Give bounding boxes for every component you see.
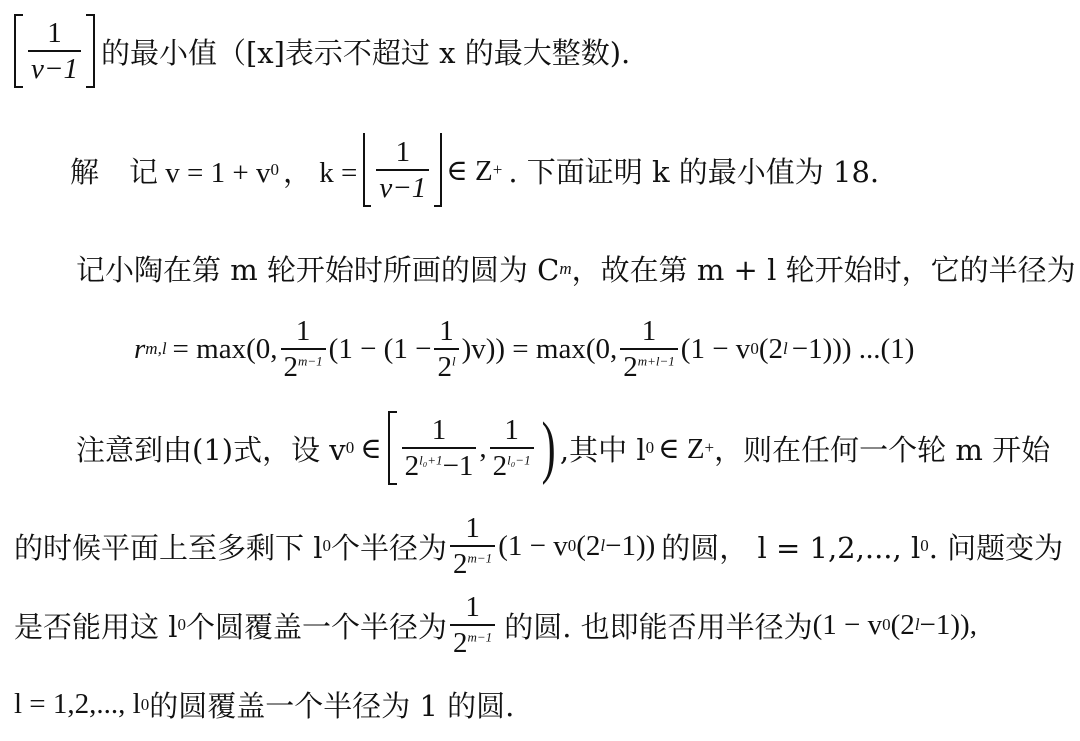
fraction-bar bbox=[450, 624, 495, 626]
fraction-denominator: v−1 bbox=[31, 53, 78, 85]
fraction-denominator bbox=[620, 352, 678, 382]
fraction-denominator bbox=[281, 352, 326, 382]
base-2: 2 bbox=[453, 548, 468, 581]
subscript-0: 0 bbox=[567, 536, 577, 556]
fraction-1-over-2-l bbox=[434, 316, 458, 383]
interval-left-bracket bbox=[388, 411, 397, 485]
line-2-k-eq: ， k = bbox=[282, 156, 358, 189]
line-6 bbox=[14, 513, 1063, 580]
exponent: l₀+1 bbox=[419, 452, 443, 468]
fraction-denominator bbox=[402, 451, 477, 481]
radius-expression-3: −1)) bbox=[605, 529, 656, 562]
ceil-right-bracket bbox=[86, 14, 95, 88]
formula-mid-1: (1 − (1 − bbox=[328, 332, 432, 365]
subscript-0: 0 bbox=[177, 615, 186, 635]
subscript-m: m bbox=[559, 258, 572, 278]
line-7-pre: 是否能用这 l bbox=[14, 609, 178, 644]
subscript-0: 0 bbox=[270, 160, 279, 179]
line-3 bbox=[76, 248, 1076, 289]
subscript-0: 0 bbox=[322, 536, 331, 556]
fraction-bar bbox=[450, 545, 495, 547]
interval-right-paren: ) bbox=[541, 409, 556, 486]
fraction-1-over-2-m-l-1 bbox=[620, 316, 678, 383]
base-2: 2 bbox=[453, 627, 468, 660]
formula-mid-3b: (2 bbox=[758, 332, 783, 365]
radius-subscript: m,l bbox=[145, 339, 167, 359]
line-1-text: 的最小值（[x]表示不超过 x 的最大整数). bbox=[100, 35, 631, 70]
formula-mid-2: )v)) = max(0, bbox=[461, 332, 618, 365]
fraction-numerator: 1 bbox=[465, 512, 480, 544]
interval-comma: , bbox=[479, 431, 487, 464]
radius-expression: (1 − v bbox=[498, 529, 568, 562]
base-2: 2 bbox=[623, 351, 638, 384]
line-2 bbox=[70, 133, 879, 207]
formula-tail: −1))) ...(1) bbox=[791, 332, 915, 365]
base-2: 2 bbox=[283, 351, 298, 384]
radius-expression-2: (2 bbox=[890, 608, 915, 641]
fraction-numerator: 1 bbox=[504, 413, 519, 446]
base-2: 2 bbox=[492, 450, 508, 482]
line-5-in-z: ∈ Z bbox=[658, 432, 705, 465]
radius-expression-3: −1)), bbox=[919, 608, 977, 641]
fraction-1-over-2-m-1 bbox=[450, 592, 495, 659]
floor-right-bracket bbox=[434, 133, 442, 207]
fraction-numerator: 1 bbox=[395, 135, 411, 168]
exponent-l: l bbox=[600, 536, 606, 556]
line-8 bbox=[14, 684, 514, 725]
fraction-1-over-v-minus-1 bbox=[28, 18, 81, 85]
base-2: 2 bbox=[404, 450, 420, 482]
superscript-plus: + bbox=[704, 438, 715, 457]
fraction-1-over-2-m-1 bbox=[450, 513, 495, 580]
line-5-pre: 注意到由(1)式，设 v bbox=[76, 432, 346, 467]
fraction-bar bbox=[490, 447, 534, 449]
subscript-0: 0 bbox=[750, 339, 759, 359]
line-3-text: 记小陶在第 m 轮开始时所画的圆为 C bbox=[76, 253, 560, 287]
exponent: l₀−1 bbox=[507, 452, 531, 468]
line-5-tail: ，则在任何一个轮 m 开始 bbox=[714, 432, 1051, 467]
fraction-bar bbox=[28, 50, 81, 52]
floor-left-bracket bbox=[363, 133, 371, 207]
superscript-plus: + bbox=[492, 160, 503, 179]
exponent: m−1 bbox=[467, 629, 493, 645]
subscript-0: 0 bbox=[882, 615, 891, 635]
exponent: l bbox=[451, 353, 456, 369]
fraction-k bbox=[376, 137, 429, 204]
fraction-denominator: v−1 bbox=[379, 172, 427, 204]
fraction-numerator: 1 bbox=[641, 315, 657, 347]
fraction-denominator bbox=[490, 451, 534, 481]
line-6-pre: 的时候平面上至多剩下 l bbox=[14, 530, 323, 565]
fraction-bar bbox=[281, 348, 326, 350]
fraction-bar bbox=[376, 169, 429, 171]
fraction-bar bbox=[434, 348, 458, 350]
base-2: 2 bbox=[437, 351, 452, 384]
radius-symbol: r bbox=[134, 332, 146, 365]
line-7-mid: 个圆覆盖一个半径为 bbox=[186, 609, 448, 644]
line-8-tail: 的圆覆盖一个半径为 1 的圆. bbox=[149, 689, 515, 723]
fraction-1-over-2-m-1 bbox=[281, 316, 326, 383]
fraction-numerator: 1 bbox=[47, 16, 62, 49]
subscript-0: 0 bbox=[645, 438, 655, 457]
formula-mid-3: (1 − v bbox=[680, 332, 751, 365]
fraction-bar bbox=[620, 348, 678, 350]
exponent: m−1 bbox=[298, 353, 323, 369]
exponent-l: l bbox=[782, 339, 788, 359]
fraction-interval-upper bbox=[490, 415, 534, 482]
line-2-in-z: ∈ Z bbox=[446, 154, 493, 187]
line-7-tail: 的圆. 也即能否用半径为 bbox=[504, 609, 813, 644]
exponent: m+l−1 bbox=[637, 353, 675, 369]
subscript-0: 0 bbox=[920, 536, 929, 556]
fraction-numerator: 1 bbox=[465, 591, 480, 623]
line-3-text-2: ，故在第 m + l 轮开始时，它的半径为 bbox=[571, 253, 1076, 287]
line-5-post: ,其中 l bbox=[559, 432, 646, 467]
fraction-denominator bbox=[450, 628, 495, 658]
fraction-bar bbox=[402, 447, 477, 449]
fraction-denominator bbox=[434, 352, 458, 382]
minus-one: −1 bbox=[442, 450, 474, 482]
line-4-formula bbox=[134, 316, 914, 383]
fraction-numerator: 1 bbox=[431, 413, 447, 446]
fraction-numerator: 1 bbox=[439, 315, 454, 347]
subscript-0: 0 bbox=[140, 694, 150, 714]
fraction-denominator bbox=[450, 549, 495, 579]
ceil-left-bracket bbox=[14, 14, 23, 88]
line-1 bbox=[14, 14, 630, 88]
line-2-definition: 记 v = 1 + v bbox=[129, 156, 271, 189]
element-of-symbol: ∈ bbox=[360, 432, 382, 465]
subscript-0: 0 bbox=[345, 438, 355, 457]
line-8-pre: l = 1,2,..., l bbox=[14, 688, 141, 720]
line-6-tail: 的圆， l = 1,2,..., l bbox=[661, 530, 921, 565]
line-6-mid: 个半径为 bbox=[331, 530, 448, 565]
radius-expression-2: (2 bbox=[576, 529, 601, 562]
solution-label: 解 bbox=[70, 154, 100, 189]
line-5 bbox=[76, 411, 1050, 485]
line-2-tail: . 下面证明 k 的最小值为 18. bbox=[508, 154, 880, 189]
radius-expression: (1 − v bbox=[812, 608, 883, 641]
exponent-l: l bbox=[914, 615, 920, 635]
formula-max-1: = max(0, bbox=[172, 332, 278, 365]
exponent: m−1 bbox=[467, 550, 493, 566]
fraction-interval-lower bbox=[402, 415, 477, 482]
line-6-tail-2: . 问题变为 bbox=[928, 530, 1064, 565]
line-7 bbox=[14, 592, 977, 659]
fraction-numerator: 1 bbox=[295, 315, 311, 347]
